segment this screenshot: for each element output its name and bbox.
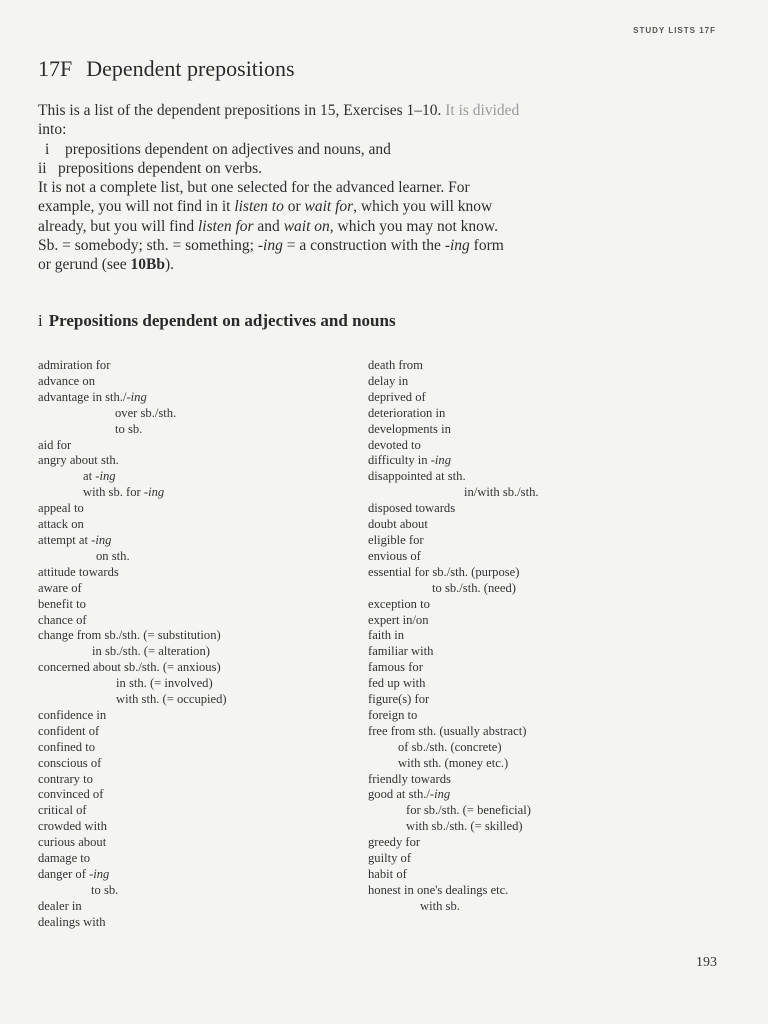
running-head: STUDY LISTS 17F xyxy=(633,26,716,35)
list-entry xyxy=(368,708,539,724)
list-entry xyxy=(38,644,227,660)
list-entry xyxy=(368,485,539,501)
intro-italic: -ing xyxy=(444,237,470,255)
entry-text: of sb./sth. (concrete) xyxy=(398,739,502,754)
list-entry xyxy=(368,899,539,915)
intro-line xyxy=(38,217,718,236)
entry-text: devoted to xyxy=(368,437,421,452)
intro-italic: wait on xyxy=(283,217,330,235)
entry-italic: -ing xyxy=(143,485,165,500)
entry-text: aware of xyxy=(38,580,82,595)
list-entry xyxy=(38,915,227,931)
intro-text: Sb. = somebody; sth. = something; xyxy=(38,237,258,255)
list-entry xyxy=(368,724,539,740)
list-entry xyxy=(368,660,539,676)
list-entry xyxy=(38,358,227,374)
list-entry xyxy=(38,803,227,819)
list-entry xyxy=(38,485,227,501)
entry-text: developments in xyxy=(368,421,451,436)
entry-text: with sb. for xyxy=(83,485,144,500)
entry-text: over sb./sth. xyxy=(115,405,177,420)
entry-text: dealings with xyxy=(38,914,106,929)
entry-text: friendly towards xyxy=(368,771,451,786)
list-entry xyxy=(38,453,227,469)
intro-line xyxy=(38,197,718,216)
list-entry xyxy=(38,628,227,644)
list-entry xyxy=(38,708,227,724)
entry-text: confined to xyxy=(38,739,96,754)
right-column-list xyxy=(368,358,539,915)
entry-text: greedy for xyxy=(368,835,421,850)
section-number: 17F xyxy=(38,56,73,81)
entry-text: with sb. xyxy=(420,898,460,913)
list-entry xyxy=(38,772,227,788)
list-entry xyxy=(368,772,539,788)
intro-text: = a construction with the xyxy=(282,237,445,255)
entry-text: angry about sth. xyxy=(38,453,119,468)
list-entry xyxy=(368,692,539,708)
list-entry xyxy=(368,358,539,374)
entry-text: attack on xyxy=(38,517,84,532)
entry-text: difficulty in xyxy=(368,453,431,468)
list-entry xyxy=(38,438,227,454)
intro-text: This is a list of the dependent prepositions in 15, Exercises 1–10. xyxy=(38,102,442,119)
list-entry xyxy=(38,501,227,517)
list-entry xyxy=(368,613,539,629)
list-entry xyxy=(368,533,539,549)
list-entry xyxy=(38,374,227,390)
list-entry xyxy=(368,851,539,867)
entry-text: danger of xyxy=(38,867,90,881)
intro-text: and xyxy=(253,217,284,235)
entry-text: to sb./sth. (need) xyxy=(432,580,516,595)
entry-text: eligible for xyxy=(368,532,424,547)
list-entry xyxy=(38,597,227,613)
intro-italic: listen to xyxy=(234,198,284,216)
entry-italic: -ing xyxy=(95,469,116,484)
list-entry xyxy=(368,676,539,692)
entry-text: admiration for xyxy=(38,358,111,372)
section-heading xyxy=(38,311,396,331)
list-entry xyxy=(368,438,539,454)
list-label: ii xyxy=(38,159,47,177)
entry-text: foreign to xyxy=(368,707,418,722)
intro-text: already, but you will find xyxy=(38,217,198,235)
entry-italic: -ing xyxy=(91,532,112,547)
intro-line xyxy=(38,101,718,120)
list-entry xyxy=(38,851,227,867)
entry-text: faith in xyxy=(368,628,405,643)
list-entry xyxy=(38,406,227,422)
list-entry xyxy=(38,565,227,581)
entry-text: essential for sb./sth. (purpose) xyxy=(368,564,520,579)
list-entry xyxy=(38,390,227,406)
list-entry xyxy=(38,676,227,692)
intro-paragraph xyxy=(38,101,718,275)
entry-italic: -ing xyxy=(429,787,451,802)
entry-text: doubt about xyxy=(368,517,428,532)
list-entry xyxy=(38,724,227,740)
entry-text: change from sb./sth. (= substitution) xyxy=(38,628,221,643)
list-entry xyxy=(368,644,539,660)
entry-text: good at sth./ xyxy=(368,787,430,802)
list-entry xyxy=(38,740,227,756)
entry-text: to sb. xyxy=(115,421,143,436)
intro-line xyxy=(38,236,718,255)
list-entry xyxy=(38,549,227,565)
list-entry xyxy=(38,533,227,549)
intro-italic: -ing xyxy=(257,237,283,255)
entry-text: attitude towards xyxy=(38,564,119,579)
section-heading-text: Prepositions dependent on adjectives and nouns xyxy=(48,311,396,330)
list-entry xyxy=(368,406,539,422)
entry-italic: -ing xyxy=(126,389,147,404)
entry-text: figure(s) for xyxy=(368,692,430,707)
entry-text: in/with sb./sth. xyxy=(464,485,539,500)
entry-text: benefit to xyxy=(38,596,86,611)
list-entry xyxy=(368,469,539,485)
list-entry xyxy=(368,756,539,772)
intro-text: , which you will know xyxy=(353,198,493,216)
title-text: Dependent prepositions xyxy=(86,56,295,81)
entry-text: contrary to xyxy=(38,771,93,786)
intro-line: into: xyxy=(38,121,67,139)
entry-text: with sth. (= occupied) xyxy=(116,692,227,707)
list-entry xyxy=(38,613,227,629)
entry-text: guilty of xyxy=(368,851,412,866)
entry-text: exception to xyxy=(368,596,430,611)
list-entry xyxy=(368,517,539,533)
list-text: prepositions dependent on verbs. xyxy=(58,159,263,177)
entry-text: honest in one's dealings etc. xyxy=(368,882,509,897)
list-entry xyxy=(38,517,227,533)
list-label: i xyxy=(45,140,50,158)
list-entry xyxy=(368,422,539,438)
list-entry xyxy=(38,756,227,772)
entry-text: death from xyxy=(368,358,423,372)
list-entry xyxy=(368,835,539,851)
list-text: prepositions dependent on adjectives and nouns, and xyxy=(65,140,391,158)
list-entry xyxy=(38,899,227,915)
intro-italic: listen for xyxy=(198,217,254,235)
list-entry xyxy=(38,660,227,676)
entry-text: envious of xyxy=(368,548,421,563)
list-entry xyxy=(368,565,539,581)
list-entry xyxy=(368,390,539,406)
entry-text: deterioration in xyxy=(368,405,446,420)
list-entry xyxy=(368,374,539,390)
list-entry xyxy=(38,867,227,883)
list-entry xyxy=(368,819,539,835)
intro-text: , which you may not know. xyxy=(329,217,498,235)
intro-list-item-ii xyxy=(38,159,718,178)
list-entry xyxy=(368,740,539,756)
entry-italic: -ing xyxy=(89,867,110,881)
entry-text: free from sth. (usually abstract) xyxy=(368,723,527,738)
list-entry xyxy=(38,692,227,708)
entry-text: expert in/on xyxy=(368,612,429,627)
intro-text: or xyxy=(283,198,305,216)
entry-text: on sth. xyxy=(96,548,130,563)
list-entry xyxy=(368,501,539,517)
entry-text: famous for xyxy=(368,660,423,675)
intro-text: ). xyxy=(165,256,175,274)
list-entry xyxy=(368,549,539,565)
list-entry xyxy=(38,819,227,835)
intro-text-faded: It is divided xyxy=(441,102,520,119)
entry-text: disposed towards xyxy=(368,501,456,516)
intro-italic: wait for xyxy=(304,198,354,216)
entry-text: familiar with xyxy=(368,644,434,659)
entry-text: aid for xyxy=(38,437,72,452)
entry-italic: -ing xyxy=(430,453,452,468)
intro-list-item-i xyxy=(38,140,718,159)
entry-text: damage to xyxy=(38,851,91,866)
list-entry xyxy=(368,581,539,597)
list-entry xyxy=(38,422,227,438)
list-entry xyxy=(368,628,539,644)
entry-text: delay in xyxy=(368,373,409,388)
intro-line xyxy=(38,255,718,274)
entry-text: disappointed at sth. xyxy=(368,469,466,484)
section-roman-numeral: i xyxy=(38,311,43,330)
list-entry xyxy=(368,883,539,899)
entry-text: with sth. (money etc.) xyxy=(398,755,509,770)
page-title xyxy=(38,56,295,82)
entry-text: appeal to xyxy=(38,501,84,516)
entry-text: advantage in sth./ xyxy=(38,389,127,404)
list-entry xyxy=(368,803,539,819)
page-number: 193 xyxy=(696,955,717,970)
list-entry xyxy=(368,597,539,613)
entry-text: chance of xyxy=(38,612,87,627)
entry-text: confidence in xyxy=(38,707,107,722)
intro-text: or gerund (see xyxy=(38,256,131,274)
entry-text: conscious of xyxy=(38,755,102,770)
entry-text: dealer in xyxy=(38,898,82,913)
entry-text: advance on xyxy=(38,373,95,388)
entry-text: confident of xyxy=(38,723,100,738)
entry-text: critical of xyxy=(38,803,87,818)
entry-text: convinced of xyxy=(38,787,104,802)
entry-text: crowded with xyxy=(38,819,107,834)
entry-text: at xyxy=(83,469,96,484)
list-entry xyxy=(38,581,227,597)
intro-bold-ref: 10Bb xyxy=(130,256,165,274)
list-entry xyxy=(38,469,227,485)
list-entry xyxy=(368,787,539,803)
intro-line: It is not a complete list, but one selected for the advanced learner. For xyxy=(38,179,470,197)
entry-text: attempt at xyxy=(38,532,92,547)
entry-text: curious about xyxy=(38,835,107,850)
entry-text: to sb. xyxy=(91,882,119,897)
list-entry xyxy=(38,883,227,899)
entry-text: in sth. (= involved) xyxy=(116,676,213,691)
entry-text: for sb./sth. (= beneficial) xyxy=(406,803,531,818)
list-entry xyxy=(38,787,227,803)
list-entry xyxy=(368,453,539,469)
intro-text: example, you will not find in it xyxy=(38,198,235,216)
intro-text: form xyxy=(469,237,504,255)
list-entry xyxy=(38,835,227,851)
entry-text: with sb./sth. (= skilled) xyxy=(406,819,523,834)
entry-text: in sb./sth. (= alteration) xyxy=(92,644,210,659)
entry-text: concerned about sb./sth. (= anxious) xyxy=(38,660,221,675)
entry-text: fed up with xyxy=(368,676,426,691)
entry-text: habit of xyxy=(368,867,407,881)
list-entry xyxy=(368,867,539,883)
left-column-list xyxy=(38,358,227,931)
entry-text: deprived of xyxy=(368,389,426,404)
